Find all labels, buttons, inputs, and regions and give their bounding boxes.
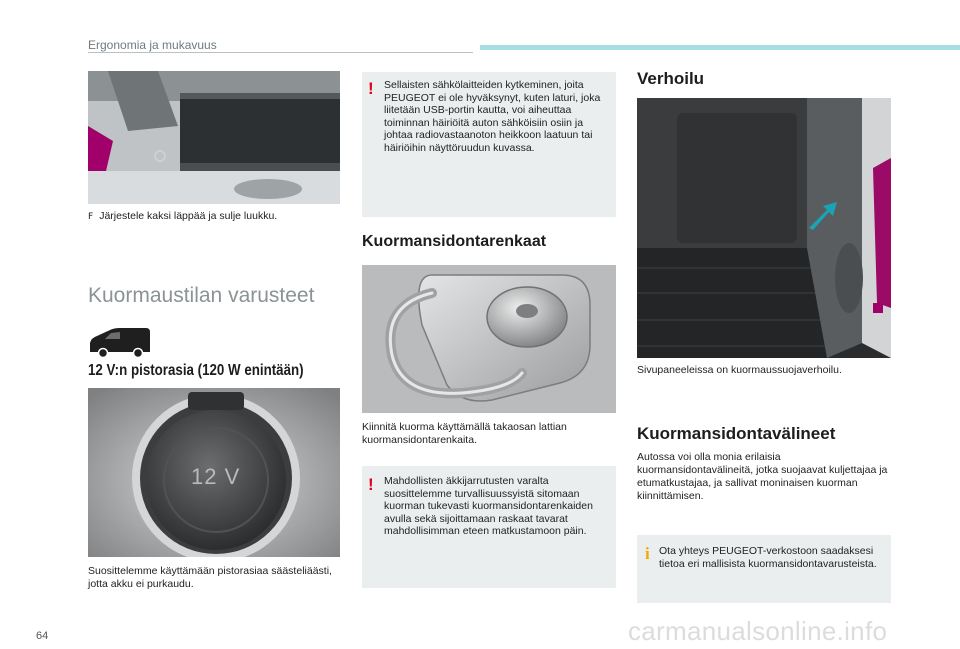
warning-icon: !: [368, 475, 374, 494]
bullet-icon: F: [88, 212, 94, 222]
page-number: 64: [36, 630, 49, 642]
warning-text-1: Sellaisten sähkölaitteiden kytkeminen, joita PEUGEOT ei ole hyväksynyt, kuten laturi, joka liitetään USB-portin kautta, voi aiheuttaa toiminnan häiriöitä auton sähköisiin osiin ja johtaa radiovastaanoton heikkoon laatuun tai häiriöihin näyttöruudun kuvassa.: [384, 79, 601, 154]
socket-subtitle: 12 V:n pistorasia (120 W enintään): [88, 362, 304, 379]
figure1-caption: [88, 210, 343, 224]
header-band-right: [480, 45, 960, 50]
info-text: Ota yhteys PEUGEOT-verkostoon saadaksesi tietoa eri mallisista kuormansidontavarusteista.: [659, 545, 877, 570]
lining-caption: Sivupaneeleissa on kuormaussuojaverhoilu.: [637, 364, 842, 376]
info-icon: i: [645, 544, 650, 563]
figure1-caption-text: Järjestele kaksi läppää ja sulje luukku.: [99, 210, 278, 222]
socket-figure: [88, 388, 340, 557]
rings-text: Kiinnitä kuorma käyttämällä takaosan lattian kuormansidontarenkaita.: [362, 421, 567, 446]
tiedown-text: Autossa voi olla monia erilaisia kuormansidontavälineitä, jotka suojaavat kuljettajaa ja etumatkustajaa, ja sallivat moninaisen kuorman kiinnittämisen.: [637, 451, 888, 502]
watermark: carmanualsonline.info: [628, 616, 888, 646]
lining-subtitle: Verhoilu: [637, 69, 705, 88]
socket-text: Suosittelemme käyttämään pistorasiaa säästeliäästi, jotta akku ei purkaudu.: [88, 565, 332, 590]
cargo-flaps-figure: [88, 71, 340, 204]
tie-down-ring-figure: [362, 265, 616, 413]
warning-text-2: Mahdollisten äkkijarrutusten varalta suosittelemme turvallisuussyistä sitomaan kuorman tukevasti kuormansidontarenkaiden avulla sekä sijoittamaan raskaat tavarat mahdollisimman eteen matkustamoon päin.: [384, 475, 593, 537]
tiedown-subtitle: Kuormansidontavälineet: [637, 424, 836, 443]
header-rule-left: [88, 52, 473, 53]
warning-icon: !: [368, 79, 374, 98]
socket-label: 12 V: [191, 464, 241, 489]
rings-subtitle: Kuormansidontarenkaat: [362, 233, 547, 250]
section-title: Kuormaustilan varusteet: [88, 284, 315, 307]
cargo-lining-figure: [637, 98, 891, 358]
running-header: Ergonomia ja mukavuus: [88, 38, 217, 52]
van-icon: [88, 326, 154, 358]
